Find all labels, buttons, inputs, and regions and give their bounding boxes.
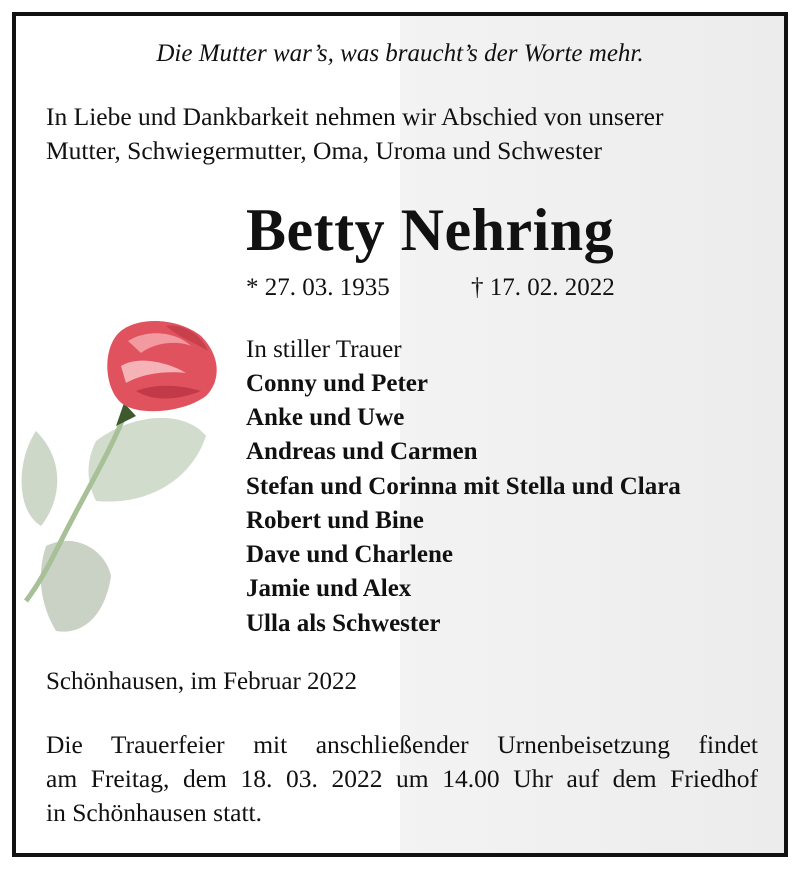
service-line-1: Die Trauerfeier mit anschließender Urnenbeisetzung findet	[46, 730, 758, 759]
birth-date: * 27. 03. 1935	[246, 274, 390, 301]
mourner-name: Andreas und Carmen	[246, 438, 478, 465]
intro-line-1: In Liebe und Dankbarkeit nehmen wir Abschied von unserer	[46, 102, 664, 131]
leaf-icon	[41, 541, 111, 632]
deceased-name: Betty Nehring	[246, 197, 615, 263]
mourner-name: Anke und Uwe	[246, 404, 405, 431]
service-line-2: am Freitag, dem 18. 03. 2022 um 14.00 Uhr auf dem Friedhof	[46, 764, 758, 793]
mourning-heading: In stiller Trauer	[246, 336, 402, 363]
leaf-icon	[22, 431, 58, 526]
service-line-3: in Schönhausen statt.	[46, 798, 263, 827]
mourner-name: Ulla als Schwester	[246, 610, 441, 637]
mourner-name: Jamie und Alex	[246, 575, 412, 602]
rose-icon	[16, 311, 236, 641]
obituary-notice	[12, 12, 788, 857]
mourner-name: Conny und Peter	[246, 370, 428, 397]
motto-quote: Die Mutter war’s, was braucht’s der Worte mehr.	[156, 40, 644, 67]
mourner-name: Robert und Bine	[246, 507, 424, 534]
mourner-name: Dave und Charlene	[246, 541, 453, 568]
intro-line-2: Mutter, Schwiegermutter, Oma, Uroma und Schwester	[46, 136, 602, 165]
place-and-date: Schönhausen, im Februar 2022	[46, 668, 358, 695]
death-date: † 17. 02. 2022	[471, 274, 615, 301]
mourner-name: Stefan und Corinna mit Stella und Clara	[246, 473, 681, 500]
